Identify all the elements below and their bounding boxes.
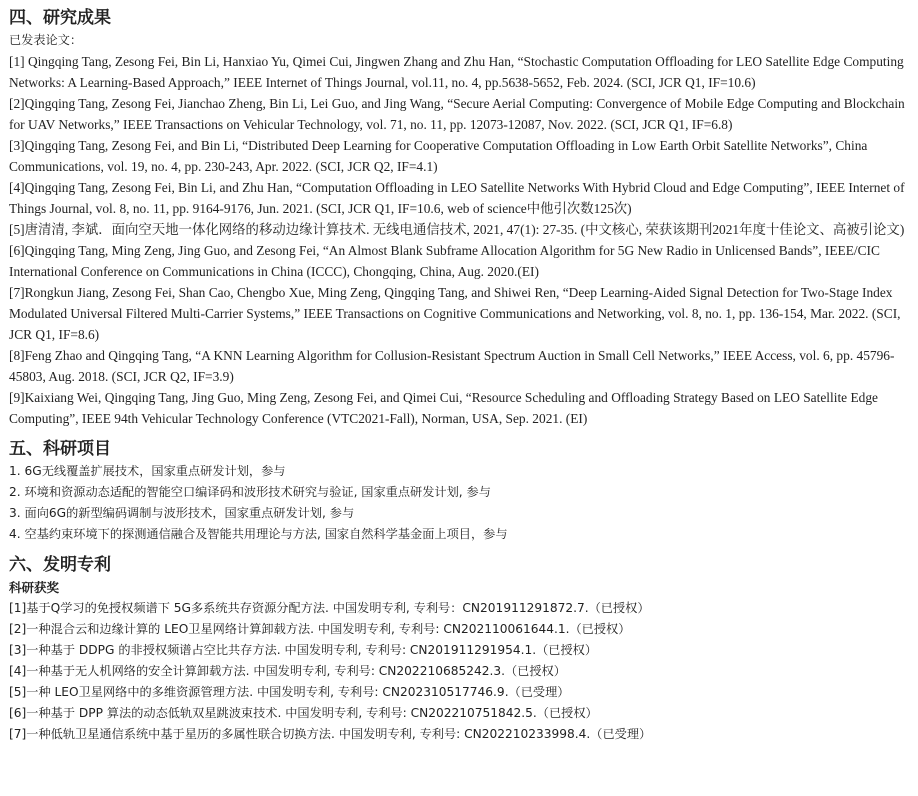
awards-label: 科研获奖 — [9, 580, 60, 595]
paper-item: [2]Qingqing Tang, Zesong Fei, Jianchao Zheng, Bin Li, Lei Guo, and Jing Wang, “Secure Aerial Computing: Convergence of Mobile Edge Computing and Blockchain for UAV Networks,” IEEE Transactions on Vehicular Technology, vol. 71, no. 11, pp. 12073-12087, Nov. 2022. (SCI, JCR Q1, IF=6.8) — [9, 96, 905, 132]
patent-item: [7]一种低轨卫星通信系统中基于星历的多属性联合切换方法. 中国发明专利, 专利号: CN202210233998.4.（已受理） — [9, 727, 652, 741]
patent-item: [4]一种基于无人机网络的安全计算卸载方法. 中国发明专利, 专利号: CN202210685242.3.（已授权） — [9, 664, 566, 678]
patent-item: [5]一种 LEO卫星网络中的多维资源管理方法. 中国发明专利, 专利号: CN202310517746.9.（已受理） — [9, 685, 570, 699]
patent-item: [2]一种混合云和边缘计算的 LEO卫星网络计算卸载方法. 中国发明专利, 专利号: CN202110061644.1.（已授权） — [9, 622, 631, 636]
project-item: 4. 空基约束环境下的探测通信融合及智能共用理论与方法, 国家自然科学基金面上项目，参与 — [9, 527, 508, 541]
paper-item: [9]Kaixiang Wei, Qingqing Tang, Jing Guo, Ming Zeng, Zesong Fei, and Qimei Cui, “Resource Scheduling and Offloading Strategy Based on LEO Satellite Edge Computing”, IEEE 94th Vehicular Technology Conference (VTC2021-Fall), Norman, USA, Sep. 2021. (EI) — [9, 390, 878, 426]
section-heading-patents: 六、发明专利 — [9, 555, 111, 575]
section-patents — [9, 553, 908, 745]
paper-item: [7]Rongkun Jiang, Zesong Fei, Shan Cao, Chengbo Xue, Ming Zeng, Qingqing Tang, and Shiwei Ren, “Deep Learning-Aided Signal Detection for Two-Stage Index Modulated Universal Filtered Multi-Carrier Systems,” IEEE Transactions on Cognitive Communications and Networking, vol. 8, no. 1, pp. 136-154, Mar. 2022. (SCI, JCR Q1, IF=8.6) — [9, 285, 901, 342]
section-heading-research-projects: 五、科研项目 — [9, 439, 111, 459]
project-item: 1. 6G无线覆盖扩展技术，国家重点研发计划，参与 — [9, 464, 286, 478]
patent-item: [1]基于Q学习的免授权频谱下 5G多系统共存资源分配方法. 中国发明专利, 专利号：CN201911291872.7.（已授权） — [9, 601, 650, 615]
project-item: 2. 环境和资源动态适配的智能空口编译码和波形技术研究与验证, 国家重点研发计划, 参与 — [9, 485, 491, 499]
project-item: 3. 面向6G的新型编码调制与波形技术，国家重点研发计划, 参与 — [9, 506, 355, 520]
paper-item: [8]Feng Zhao and Qingqing Tang, “A KNN Learning Algorithm for Collusion-Resistant Spectrum Auction in Small Cell Networks,” IEEE Access, vol. 6, pp. 45796-45803, Aug. 2018. (SCI, JCR Q2, IF=3.9) — [9, 348, 895, 384]
paper-item: [4]Qingqing Tang, Zesong Fei, Bin Li, and Zhu Han, “Computation Offloading in LEO Satellite Networks With Hybrid Cloud and Edge Computing”, IEEE Internet of Things Journal, vol. 8, no. 11, pp. 9164-9176, Jun. 2021. (SCI, JCR Q1, IF=10.6, web of science中他引次数125次) — [9, 180, 905, 216]
paper-item: [3]Qingqing Tang, Zesong Fei, and Bin Li, “Distributed Deep Learning for Cooperative Computation Offloading in Low Earth Orbit Satellite Networks”, China Communications, vol. 19, no. 4, pp. 230-243, Apr. 2022. (SCI, JCR Q2, IF=4.1) — [9, 138, 868, 174]
paper-item: [5]唐清清, 李斌．面向空天地一体化网络的移动边缘计算技术. 无线电通信技术, 2021, 47(1): 27-35. (中文核心, 荣获该期刊2021年度十佳论文、高被引论文) — [9, 222, 905, 237]
section-research-results — [9, 6, 908, 429]
paper-item: [1] Qingqing Tang, Zesong Fei, Bin Li, Hanxiao Yu, Qimei Cui, Jingwen Zhang and Zhu Han, “Stochastic Computation Offloading for LEO Satellite Edge Computing Networks: A Learning-Based Approach,” IEEE Internet of Things Journal, vol.11, no. 4, pp.5638-5652, Feb. 2024. (SCI, JCR Q1, IF=10.6) — [9, 54, 904, 90]
patent-item: [3]一种基于 DDPG 的非授权频谱占空比共存方法. 中国发明专利, 专利号: CN201911291954.1.（已授权） — [9, 643, 598, 657]
section-heading-research-results: 四、研究成果 — [9, 8, 111, 28]
patent-item: [6]一种基于 DPP 算法的动态低轨双星跳波束技术. 中国发明专利, 专利号: CN202210751842.5.（已授权） — [9, 706, 598, 720]
published-papers-label: 已发表论文： — [9, 33, 83, 47]
paper-item: [6]Qingqing Tang, Ming Zeng, Jing Guo, and Zesong Fei, “An Almost Blank Subframe Allocation Algorithm for 5G New Radio in Unlicensed Bands”, IEEE/CIC International Conference on Communications in China (ICCC), Chongqing, China, Aug. 2020.(EI) — [9, 243, 880, 279]
section-research-projects — [9, 437, 908, 545]
